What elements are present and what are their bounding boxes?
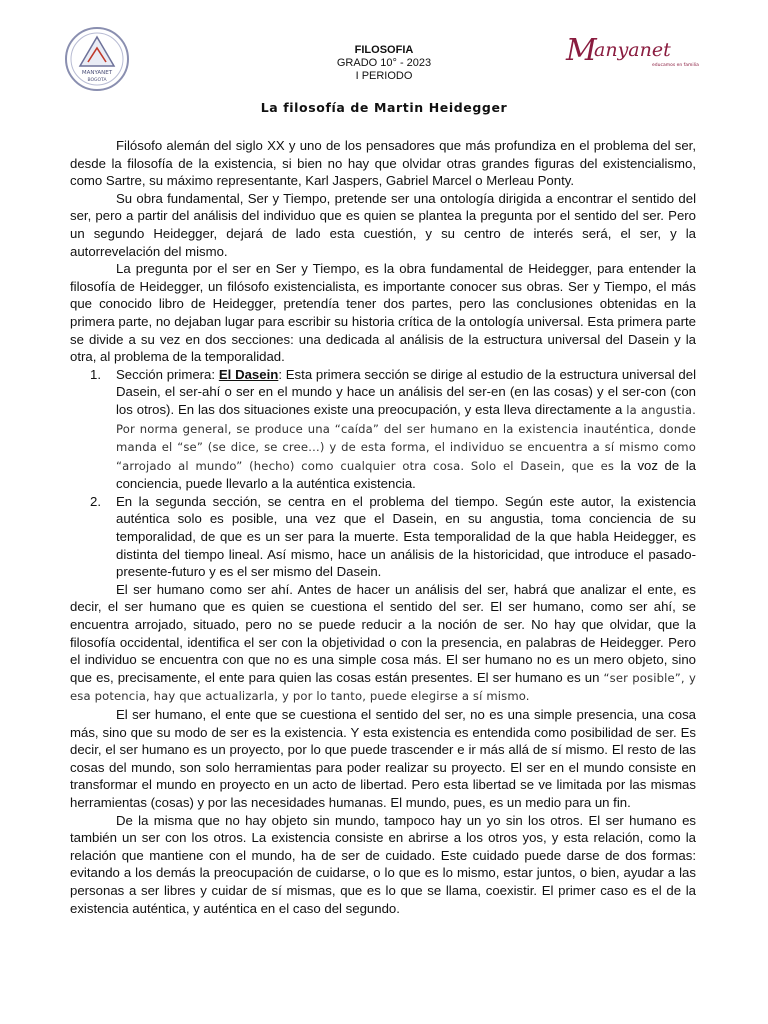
paragraph-intro: Filósofo alemán del siglo XX y uno de los pensadores que más profundiza en el problema del ser, desde la filosofía de la existencia, si bien no hay que olvidar otras grandes figuras del existencialismo, como Sartre, su máximo representante, Karl Jaspers, Gabriel Marcel o Merleau Ponty.	[70, 138, 696, 189]
list-item-prefix: Sección primera:	[116, 366, 219, 382]
list-item-tail: la voz de la conciencia, puede llevarlo a la auténtica existencia.	[116, 457, 696, 492]
dasein-term: El Dasein	[218, 366, 279, 382]
paragraph-ser-ahi-light: “ser posible”, y esa potencia, hay que actualizarla, y por lo tanto, puede elegirse a sí mismo.	[70, 670, 696, 704]
document-header	[250, 44, 518, 83]
list-number: 2.	[90, 493, 101, 509]
brand-tagline: educamos en familia	[652, 63, 699, 68]
list-item-light-text: la angustia. Por norma general, se produce una “caída” del ser humano en la existencia inauténtica, donde manda el “se” (se dice, se cree…) y de esta forma, el individuo se encuentra a sí mismo como “arrojado al mundo” (hecho) como cualquier otra cosa. Solo el Dasein, que es	[116, 402, 696, 473]
brand-name: anyanet	[594, 39, 671, 61]
document-body	[70, 137, 696, 917]
brand-initial: M	[566, 33, 597, 68]
logo-left-text: MANYANET	[81, 70, 113, 76]
period-label: I PERIODO	[355, 70, 413, 82]
paragraph-pregunta-ser: La pregunta por el ser en Ser y Tiempo, es la obra fundamental de Heidegger, para entender la filosofía de Heidegger, un filósofo existencialista, es importante conocer sus obras. Ser y Tiempo, el más que conocido libro de Heidegger, pretendía tener dos partes, pero las conclusiones obtenidas en la primera parte, no dejaban lugar para escribir su historia crítica de la ontología universal. Esta primera parte se divide a su vez en dos secciones: una dedicada al análisis de la estructura universal del Dasein y la otra, al problema de la temporalidad.	[70, 261, 696, 365]
list-item-text: : Esta primera sección se dirige al estudio de la estructura universal del Dasein, el ser-ahí o ser en el mundo y hace un análisis del ser-en (en las cosas) y el ser-con (con los otros). En las dos situaciones existe una preocupación, y esta lleva directamente a	[116, 366, 696, 417]
paragraph-ser-y-tiempo: Su obra fundamental, Ser y Tiempo, pretende ser una ontología dirigida a encontrar el sentido del ser, pero a partir del análisis del individuo que es quien se plantea la pregunta por el sentido del ser. Pero un segundo Heidegger, dejará de lado esta cuestión, y su centro de interés será, el ser, y la autorrevelación del mismo.	[70, 190, 696, 259]
list-item	[70, 493, 696, 581]
sections-list	[70, 366, 696, 581]
grade-label: GRADO 10° - 2023	[336, 57, 432, 69]
list-number: 1.	[90, 366, 101, 382]
logo-left-city: BOGOTA	[87, 78, 107, 83]
list-item	[70, 366, 696, 493]
brand-logo	[560, 30, 710, 78]
paragraph-existencia: El ser humano, el ente que se cuestiona el sentido del ser, no es una simple presencia, una cosa más, sino que su modo de ser es la existencia. Y esta existencia es entendida como posibilidad de ser. Es decir, el ser humano es un proyecto, por lo que puede trascender e ir más allá de sí mismo. El resto de las cosas del mundo, son solo herramientas para poder realizar su proyecto. El ser en el mundo consiste en transformar el mundo en proyecto en un acto de libertad. Pero esta libertad se ve limitada por las mismas herramientas (cosas) y por las necesidades humanas. El mundo, pues, es un medio para un fin.	[70, 707, 696, 810]
subject-label: FILOSOFIA	[354, 44, 414, 56]
paragraph-cuidado: De la misma que no hay objeto sin mundo, tampoco hay un yo sin los otros. El ser humano es también un ser con los otros. La existencia consiste en abrirse a los otros yos, y esta relación, como la relación que mantiene con el mundo, ha de ser de cuidado. Este cuidado puede darse de dos formas: evitando a los demás la preocupación de cuidarse, o lo que es lo mismo, estar juntos, o bien, ayudar a las personas a ser libres y cuidar de sí mismas, que es lo que se llama, coexistir. El primer caso es el de la existencia auténtica, y auténtica en el caso del segundo.	[70, 812, 696, 916]
paragraph-ser-ahi	[70, 581, 696, 706]
page-title: La filosofía de Martin Heidegger	[260, 100, 508, 115]
paragraph-ser-ahi-text: El ser humano como ser ahí. Antes de hacer un análisis del ser, habrá que analizar el ente, es decir, el ser humano que es quien se cuestiona el sentido del ser. El ser humano, como ser ahí, se encuentra arrojado, situado, pero no se puede reducir a la noción de ser. No hay que olvidar, que la filosofía occidental, identifica el ser con la objetividad o con la presencia, en palabras de Heidegger. Pero el individuo se encuentra con que no es una simple cosa más. El ser humano no es un mero objeto, sino que es, precisamente, el ente para quien las cosas están presentes. El ser humano es un	[70, 581, 696, 685]
school-logo	[64, 26, 130, 92]
list-item-text: En la segunda sección, se centra en el problema del tiempo. Según este autor, la existencia auténtica solo es posible, una vez que el Dasein, en su angustia, toma conciencia de su temporalidad, de que es un ser para la muerte. Esta temporalidad de la que habla Heidegger, es distinta del tiempo lineal. Así mismo, hace un análisis de la historicidad, que introduce el pasado-presente-futuro y es el ser mismo del Dasein.	[116, 493, 696, 580]
